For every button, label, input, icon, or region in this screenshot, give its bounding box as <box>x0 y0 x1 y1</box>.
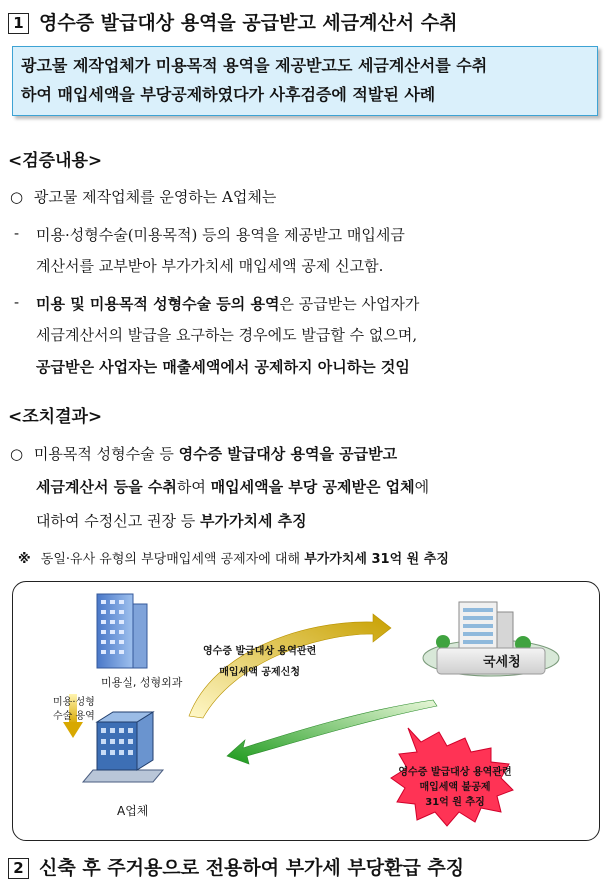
burst-label-line-2: 매입세액 불공제 <box>419 782 491 793</box>
result-text: 에 <box>414 478 430 496</box>
clinic-building-icon <box>97 594 147 668</box>
bullet-mark: ○ <box>10 445 24 463</box>
note-emphasis: 부가가치세 31억 원 추징 <box>304 552 449 567</box>
review-item-2-line-3: 공급받은 사업자는 매출세액에서 공제하지 아니하는 것임 <box>36 358 410 376</box>
section-heading-text: 영수증 발급대상 용역을 공급받고 세금계산서 수취 <box>39 12 458 34</box>
case-summary-box <box>12 46 598 116</box>
review-item-1-line-2: 계산서를 교부받아 부가가치세 매입세액 공제 신고함. <box>36 257 384 275</box>
review-dash-1: - <box>14 224 20 242</box>
claim-label-line-1: 영수증 발급대상 용역관련 <box>203 646 317 657</box>
company-label: A업체 <box>117 804 149 818</box>
service-label-line-2: 수술 용역 <box>53 711 95 722</box>
review-item-2-rest: 은 공급받는 사업자가 <box>279 295 420 313</box>
note-line <box>18 548 449 567</box>
bullet-mark: ○ <box>10 188 24 206</box>
summary-line-2: 하여 매입세액을 부당공제하였다가 사후검증에 적발된 사례 <box>21 85 436 104</box>
review-item-1-line-1: 미용·성형수술(미용목적) 등의 용역을 제공받고 매입세금 <box>36 226 405 244</box>
burst-label-line-3: 31억 원 추징 <box>425 797 485 808</box>
review-section-title: <검증내용> <box>8 151 103 171</box>
claim-label <box>203 644 316 680</box>
review-item-2-line-2: 세금계산서의 발급을 요구하는 경우에도 발급할 수 없으며, <box>36 326 418 344</box>
result-emphasis: 세금계산서 등을 수취 <box>36 478 177 496</box>
review-dash-2: - <box>14 293 20 311</box>
section-heading-1 <box>8 8 458 35</box>
result-emphasis: 매입세액을 부당 공제받은 업체 <box>210 478 415 496</box>
section-heading-text: 신축 후 주거용으로 전용하여 부가세 부당환급 추징 <box>39 857 465 879</box>
company-building-icon <box>83 712 163 782</box>
service-label-line-1: 미용·성형 <box>53 697 95 708</box>
result-emphasis: 부가가치세 추징 <box>199 512 307 530</box>
summary-line-1: 광고물 제작업체가 미용목적 용역을 제공받고도 세금계산서를 수취 <box>21 56 488 75</box>
flow-diagram <box>12 581 600 841</box>
result-line-2 <box>36 476 429 497</box>
nts-label: 국세청 <box>483 655 521 670</box>
burst-label-line-1: 영수증 발급대상 용역관련 <box>398 767 512 778</box>
result-line-3 <box>36 510 307 531</box>
result-section-title: <조치결과> <box>8 407 103 427</box>
section-number: 1 <box>8 13 29 34</box>
service-label <box>53 696 95 724</box>
review-item-2-emphasis: 미용 및 미용목적 성형수술 등의 용역 <box>36 295 280 313</box>
note-mark: ※ <box>18 552 31 567</box>
result-emphasis: 영수증 발급대상 용역을 공급받고 <box>178 445 398 463</box>
review-item-2-line-1 <box>36 293 419 314</box>
result-text: 미용목적 성형수술 등 <box>33 445 179 463</box>
note-text: 동일·유사 유형의 부당매입세액 공제자에 대해 <box>40 552 305 567</box>
result-text: 대하여 수정신고 권장 등 <box>36 512 200 530</box>
result-line-1 <box>10 443 397 464</box>
result-text: 하여 <box>176 478 211 496</box>
claim-label-line-2: 매입세액 공제신청 <box>219 667 300 678</box>
review-bullet <box>10 186 276 207</box>
section-heading-2 <box>8 853 464 880</box>
clinic-label: 미용실, 성형외과 <box>101 676 183 689</box>
section-number: 2 <box>8 858 29 879</box>
burst-label <box>395 765 515 810</box>
review-intro: 광고물 제작업체를 운영하는 A업체는 <box>33 188 277 206</box>
